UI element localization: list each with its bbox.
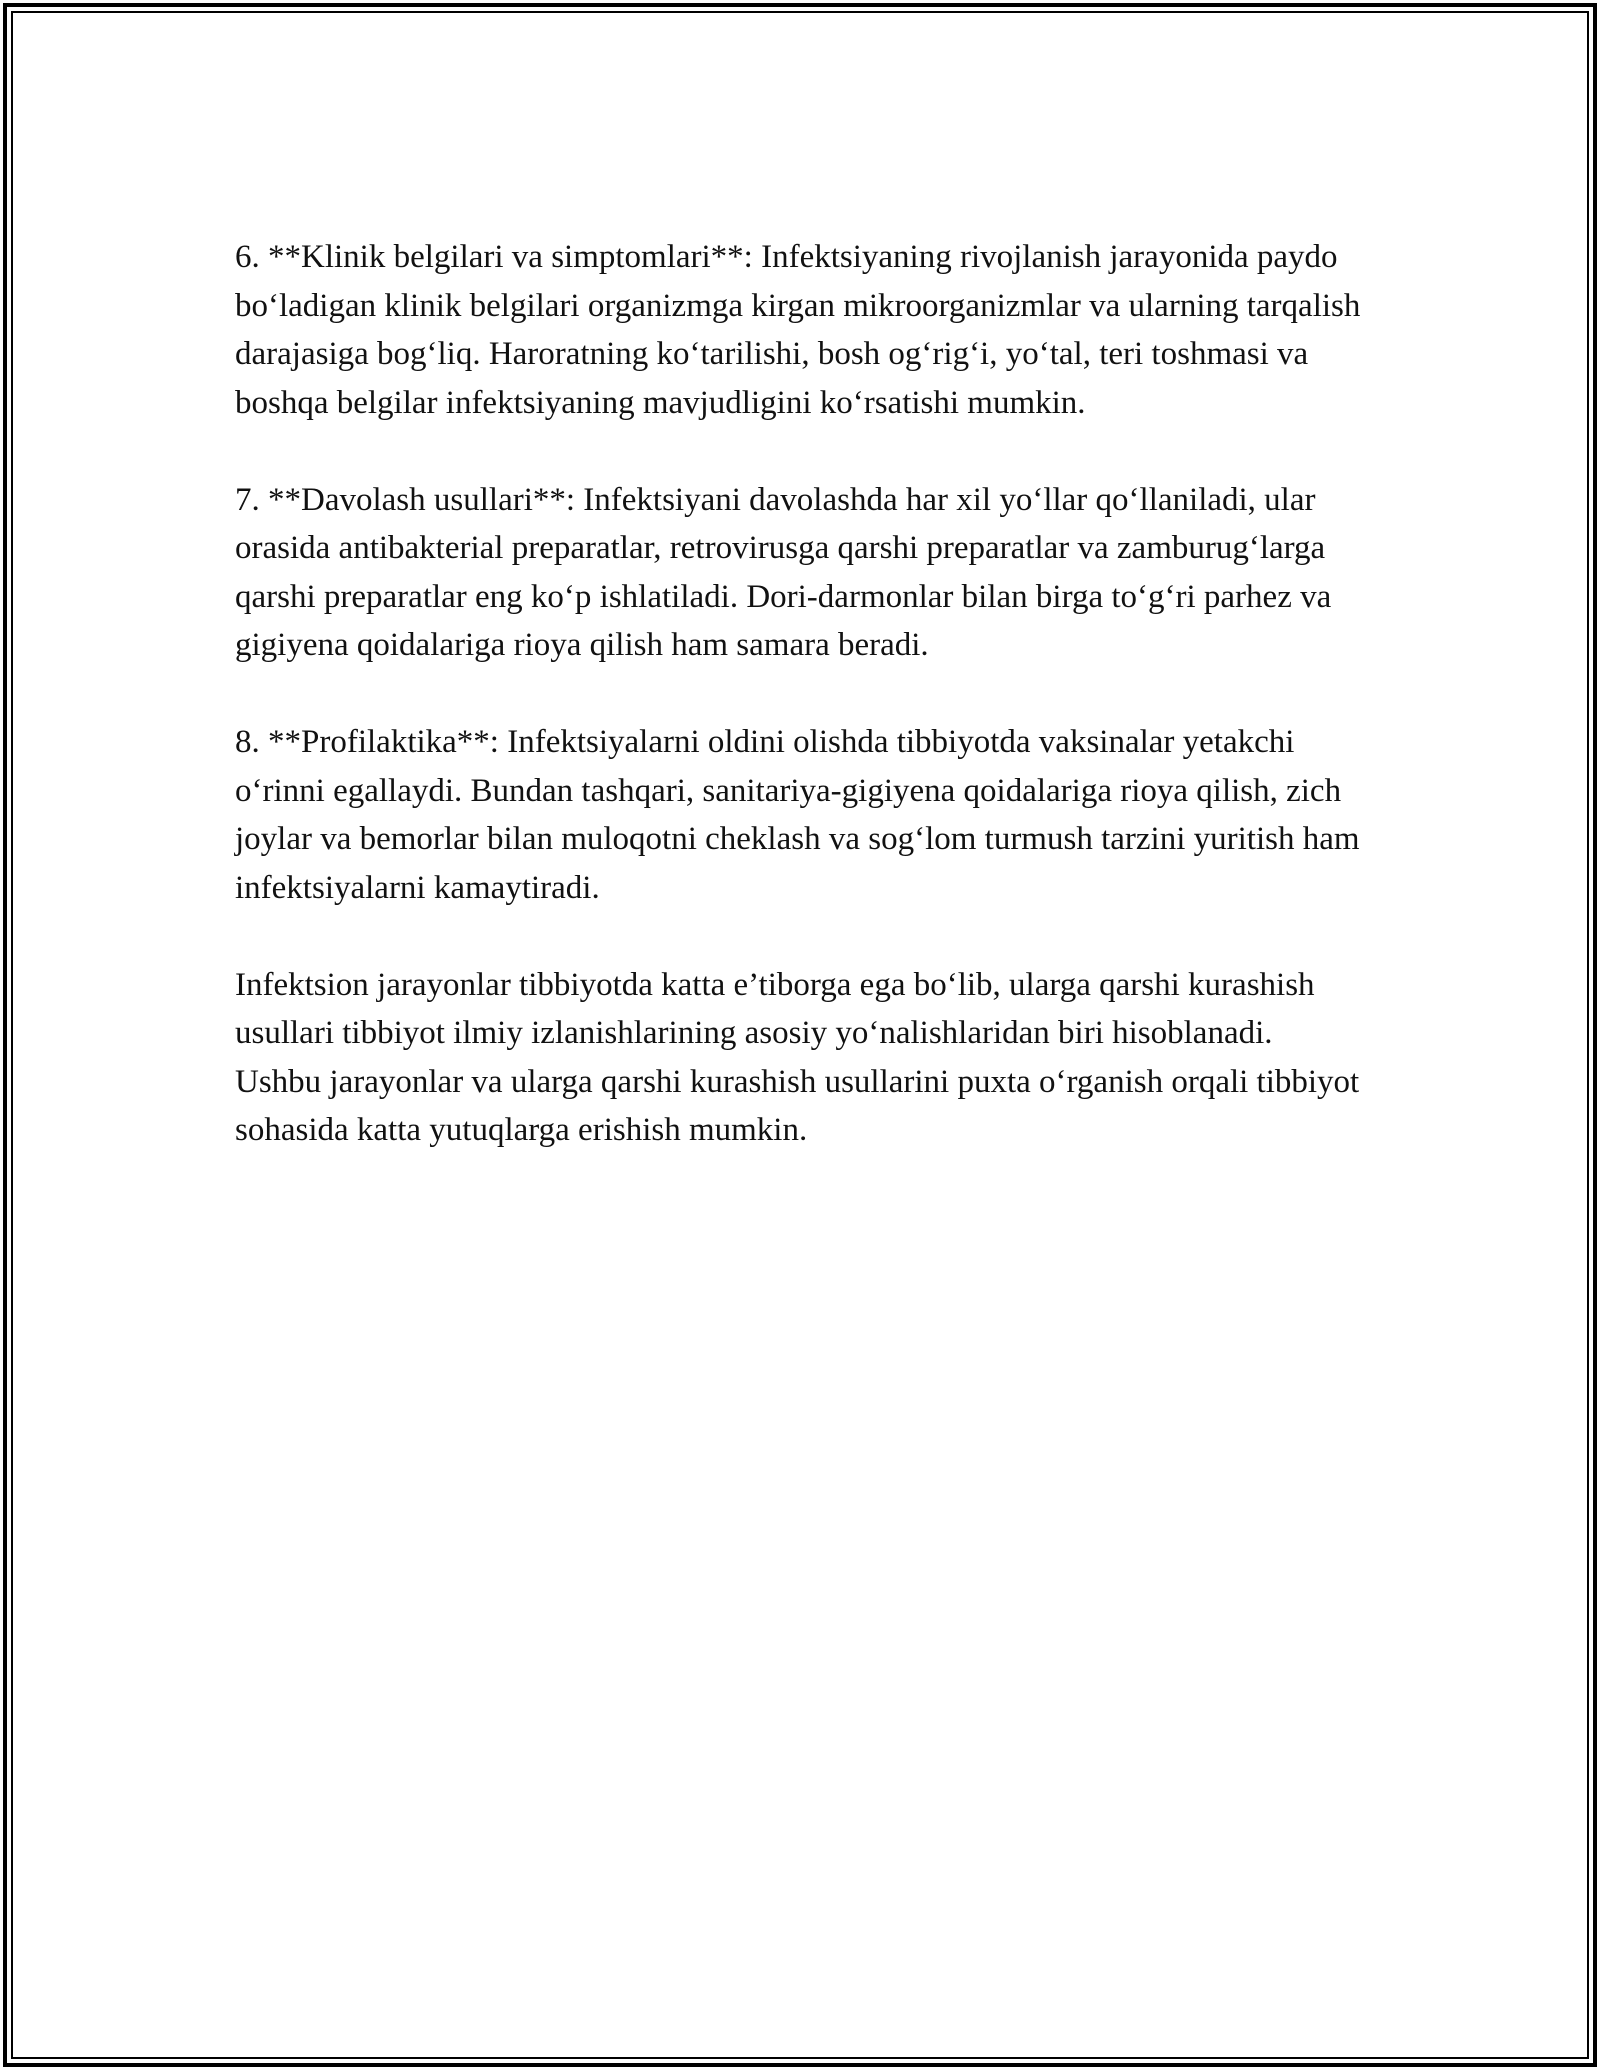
paragraph-prophylaxis: 8. **Profilaktika**: Infektsiyalarni oldini olishda tibbiyotda vaksinalar yetakchi o‘rinni egallaydi. Bundan tashqari, sanitariya-gigiyena qoidalariga rioya qilish, zich joylar va bemorlar bilan muloqotni cheklash va sog‘lom turmush tarzini yuritish ham infektsiyalarni kamaytiradi. [235, 724, 1360, 906]
paragraph-clinical-signs: 6. **Klinik belgilari va simptomlari**: Infektsiyaning rivojlanish jarayonida paydo bo‘ladigan klinik belgilari organizmga kirgan mikroorganizmlar va ularning tarqalish darajasiga bog‘liq. Haroratning ko‘tarilishi, bosh og‘rig‘i, yo‘tal, teri toshmasi va boshqa belgilar infektsiyaning mavjudligini ko‘rsatishi mumkin. [235, 239, 1361, 421]
paragraph-conclusion: Infektsion jarayonlar tibbiyotda katta e’tiborga ega bo‘lib, ularga qarshi kurashish usullari tibbiyot ilmiy izlanishlarining asosiy yo‘nalishlaridan biri hisoblanadi. Ushbu jarayonlar va ularga qarshi kurashish usullarini puxta o‘rganish orqali tibbiyot sohasida katta yutuqlarga erishish mumkin. [235, 966, 1360, 1148]
paragraph-treatment-methods: 7. **Davolash usullari**: Infektsiyani davolashda har xil yo‘llar qo‘llaniladi, ular orasida antibakterial preparatlar, retrovirusga qarshi preparatlar va zamburug‘larga qarshi preparatlar eng ko‘p ishlatiladi. Dori-darmonlar bilan birga to‘g‘ri parhez va gigiyena qoidalariga rioya qilish ham samara beradi. [235, 481, 1332, 663]
document-body [235, 233, 1365, 1155]
